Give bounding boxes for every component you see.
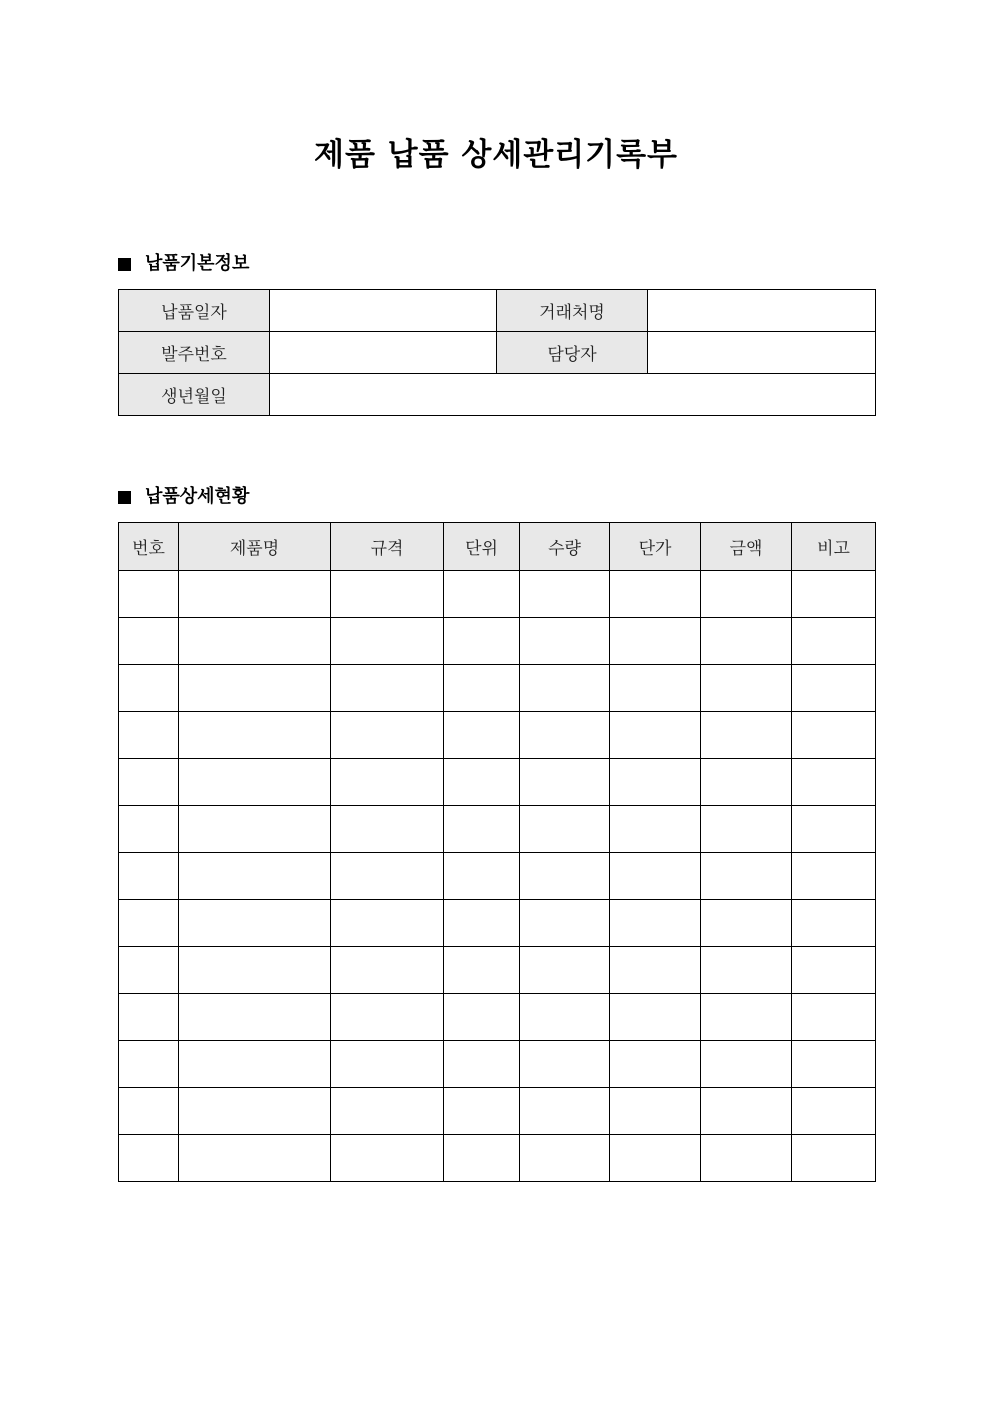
unit-cell[interactable] [444, 994, 520, 1041]
delivery-date-label: 납품일자 [119, 290, 270, 332]
column-header-unit-price: 단가 [610, 523, 701, 571]
quantity-cell[interactable] [520, 759, 610, 806]
manager-label: 담당자 [497, 332, 648, 374]
unit-price-cell[interactable] [610, 618, 701, 665]
quantity-cell[interactable] [520, 618, 610, 665]
detail-status-heading-label: 납품상세현황 [145, 486, 250, 507]
table-row [119, 1088, 876, 1135]
remarks-cell[interactable] [792, 712, 876, 759]
unit-cell[interactable] [444, 1088, 520, 1135]
table-row [119, 994, 876, 1041]
number-cell[interactable] [119, 618, 179, 665]
product-name-cell[interactable] [179, 665, 331, 712]
product-name-cell[interactable] [179, 1088, 331, 1135]
remarks-cell[interactable] [792, 759, 876, 806]
number-cell[interactable] [119, 1041, 179, 1088]
spec-cell[interactable] [331, 1135, 444, 1182]
product-name-cell[interactable] [179, 618, 331, 665]
product-name-cell[interactable] [179, 571, 331, 618]
unit-cell[interactable] [444, 665, 520, 712]
unit-cell[interactable] [444, 571, 520, 618]
unit-price-cell[interactable] [610, 1135, 701, 1182]
unit-price-cell[interactable] [610, 994, 701, 1041]
column-header-spec: 규격 [331, 523, 444, 571]
spec-cell[interactable] [331, 759, 444, 806]
client-name-label: 거래처명 [497, 290, 648, 332]
remarks-cell[interactable] [792, 618, 876, 665]
number-cell[interactable] [119, 900, 179, 947]
product-name-cell[interactable] [179, 1135, 331, 1182]
product-name-cell[interactable] [179, 853, 331, 900]
product-name-cell[interactable] [179, 806, 331, 853]
detail-status-table [118, 522, 876, 1182]
unit-price-cell[interactable] [610, 806, 701, 853]
table-row [119, 1135, 876, 1182]
unit-cell[interactable] [444, 759, 520, 806]
table-row [119, 712, 876, 759]
amount-cell[interactable] [701, 571, 792, 618]
table-header-row [119, 523, 876, 571]
document-title: 제품 납품 상세관리기록부 [314, 137, 678, 173]
table-row [119, 618, 876, 665]
birth-date-label: 생년월일 [119, 374, 270, 416]
column-header-unit: 단위 [444, 523, 520, 571]
amount-cell[interactable] [701, 947, 792, 994]
basic-info-heading [118, 252, 249, 276]
unit-price-cell[interactable] [610, 759, 701, 806]
unit-cell[interactable] [444, 806, 520, 853]
number-cell[interactable] [119, 947, 179, 994]
table-row [119, 900, 876, 947]
table-row [119, 571, 876, 618]
unit-price-cell[interactable] [610, 665, 701, 712]
unit-price-cell[interactable] [610, 712, 701, 759]
unit-cell[interactable] [444, 618, 520, 665]
amount-cell[interactable] [701, 900, 792, 947]
amount-cell[interactable] [701, 806, 792, 853]
amount-cell[interactable] [701, 1135, 792, 1182]
amount-cell[interactable] [701, 759, 792, 806]
birth-date-field[interactable] [270, 374, 876, 416]
remarks-cell[interactable] [792, 853, 876, 900]
unit-price-cell[interactable] [610, 1041, 701, 1088]
manager-field[interactable] [648, 332, 876, 374]
square-bullet-icon [118, 258, 131, 271]
spec-cell[interactable] [331, 665, 444, 712]
quantity-cell[interactable] [520, 900, 610, 947]
number-cell[interactable] [119, 665, 179, 712]
table-row [119, 947, 876, 994]
unit-cell[interactable] [444, 1135, 520, 1182]
spec-cell[interactable] [331, 571, 444, 618]
number-cell[interactable] [119, 806, 179, 853]
amount-cell[interactable] [701, 665, 792, 712]
remarks-cell[interactable] [792, 994, 876, 1041]
product-name-cell[interactable] [179, 994, 331, 1041]
unit-cell[interactable] [444, 712, 520, 759]
square-bullet-icon [118, 491, 131, 504]
table-row [119, 665, 876, 712]
delivery-date-field[interactable] [270, 290, 497, 332]
product-name-cell[interactable] [179, 759, 331, 806]
quantity-cell[interactable] [520, 1088, 610, 1135]
client-name-field[interactable] [648, 290, 876, 332]
quantity-cell[interactable] [520, 806, 610, 853]
order-number-label: 발주번호 [119, 332, 270, 374]
amount-cell[interactable] [701, 994, 792, 1041]
basic-info-row [119, 332, 876, 374]
spec-cell[interactable] [331, 806, 444, 853]
product-name-cell[interactable] [179, 900, 331, 947]
quantity-cell[interactable] [520, 853, 610, 900]
amount-cell[interactable] [701, 1088, 792, 1135]
quantity-cell[interactable] [520, 571, 610, 618]
quantity-cell[interactable] [520, 994, 610, 1041]
product-name-cell[interactable] [179, 947, 331, 994]
column-header-remarks: 비고 [792, 523, 876, 571]
unit-price-cell[interactable] [610, 900, 701, 947]
unit-price-cell[interactable] [610, 1088, 701, 1135]
quantity-cell[interactable] [520, 947, 610, 994]
remarks-cell[interactable] [792, 1088, 876, 1135]
table-row [119, 759, 876, 806]
quantity-cell[interactable] [520, 1041, 610, 1088]
remarks-cell[interactable] [792, 806, 876, 853]
column-header-amount: 금액 [701, 523, 792, 571]
amount-cell[interactable] [701, 1041, 792, 1088]
spec-cell[interactable] [331, 853, 444, 900]
remarks-cell[interactable] [792, 947, 876, 994]
spec-cell[interactable] [331, 1088, 444, 1135]
number-cell[interactable] [119, 994, 179, 1041]
remarks-cell[interactable] [792, 900, 876, 947]
amount-cell[interactable] [701, 618, 792, 665]
spec-cell[interactable] [331, 900, 444, 947]
unit-cell[interactable] [444, 1041, 520, 1088]
unit-cell[interactable] [444, 853, 520, 900]
spec-cell[interactable] [331, 712, 444, 759]
basic-info-row [119, 374, 876, 416]
number-cell[interactable] [119, 853, 179, 900]
unit-price-cell[interactable] [610, 947, 701, 994]
spec-cell[interactable] [331, 618, 444, 665]
spec-cell[interactable] [331, 1041, 444, 1088]
remarks-cell[interactable] [792, 1135, 876, 1182]
basic-info-row [119, 290, 876, 332]
remarks-cell[interactable] [792, 665, 876, 712]
unit-price-cell[interactable] [610, 571, 701, 618]
basic-info-table [118, 289, 876, 416]
table-row [119, 806, 876, 853]
order-number-field[interactable] [270, 332, 497, 374]
number-cell[interactable] [119, 571, 179, 618]
table-row [119, 1041, 876, 1088]
spec-cell[interactable] [331, 994, 444, 1041]
column-header-number: 번호 [119, 523, 179, 571]
unit-cell[interactable] [444, 947, 520, 994]
column-header-product-name: 제품명 [179, 523, 331, 571]
product-name-cell[interactable] [179, 1041, 331, 1088]
product-name-cell[interactable] [179, 712, 331, 759]
remarks-cell[interactable] [792, 1041, 876, 1088]
detail-status-heading [118, 485, 249, 509]
amount-cell[interactable] [701, 853, 792, 900]
quantity-cell[interactable] [520, 1135, 610, 1182]
column-header-quantity: 수량 [520, 523, 610, 571]
quantity-cell[interactable] [520, 712, 610, 759]
remarks-cell[interactable] [792, 571, 876, 618]
unit-cell[interactable] [444, 900, 520, 947]
quantity-cell[interactable] [520, 665, 610, 712]
number-cell[interactable] [119, 1135, 179, 1182]
basic-info-heading-label: 납품기본정보 [145, 253, 250, 274]
amount-cell[interactable] [701, 712, 792, 759]
number-cell[interactable] [119, 1088, 179, 1135]
number-cell[interactable] [119, 759, 179, 806]
table-row [119, 853, 876, 900]
number-cell[interactable] [119, 712, 179, 759]
unit-price-cell[interactable] [610, 853, 701, 900]
spec-cell[interactable] [331, 947, 444, 994]
